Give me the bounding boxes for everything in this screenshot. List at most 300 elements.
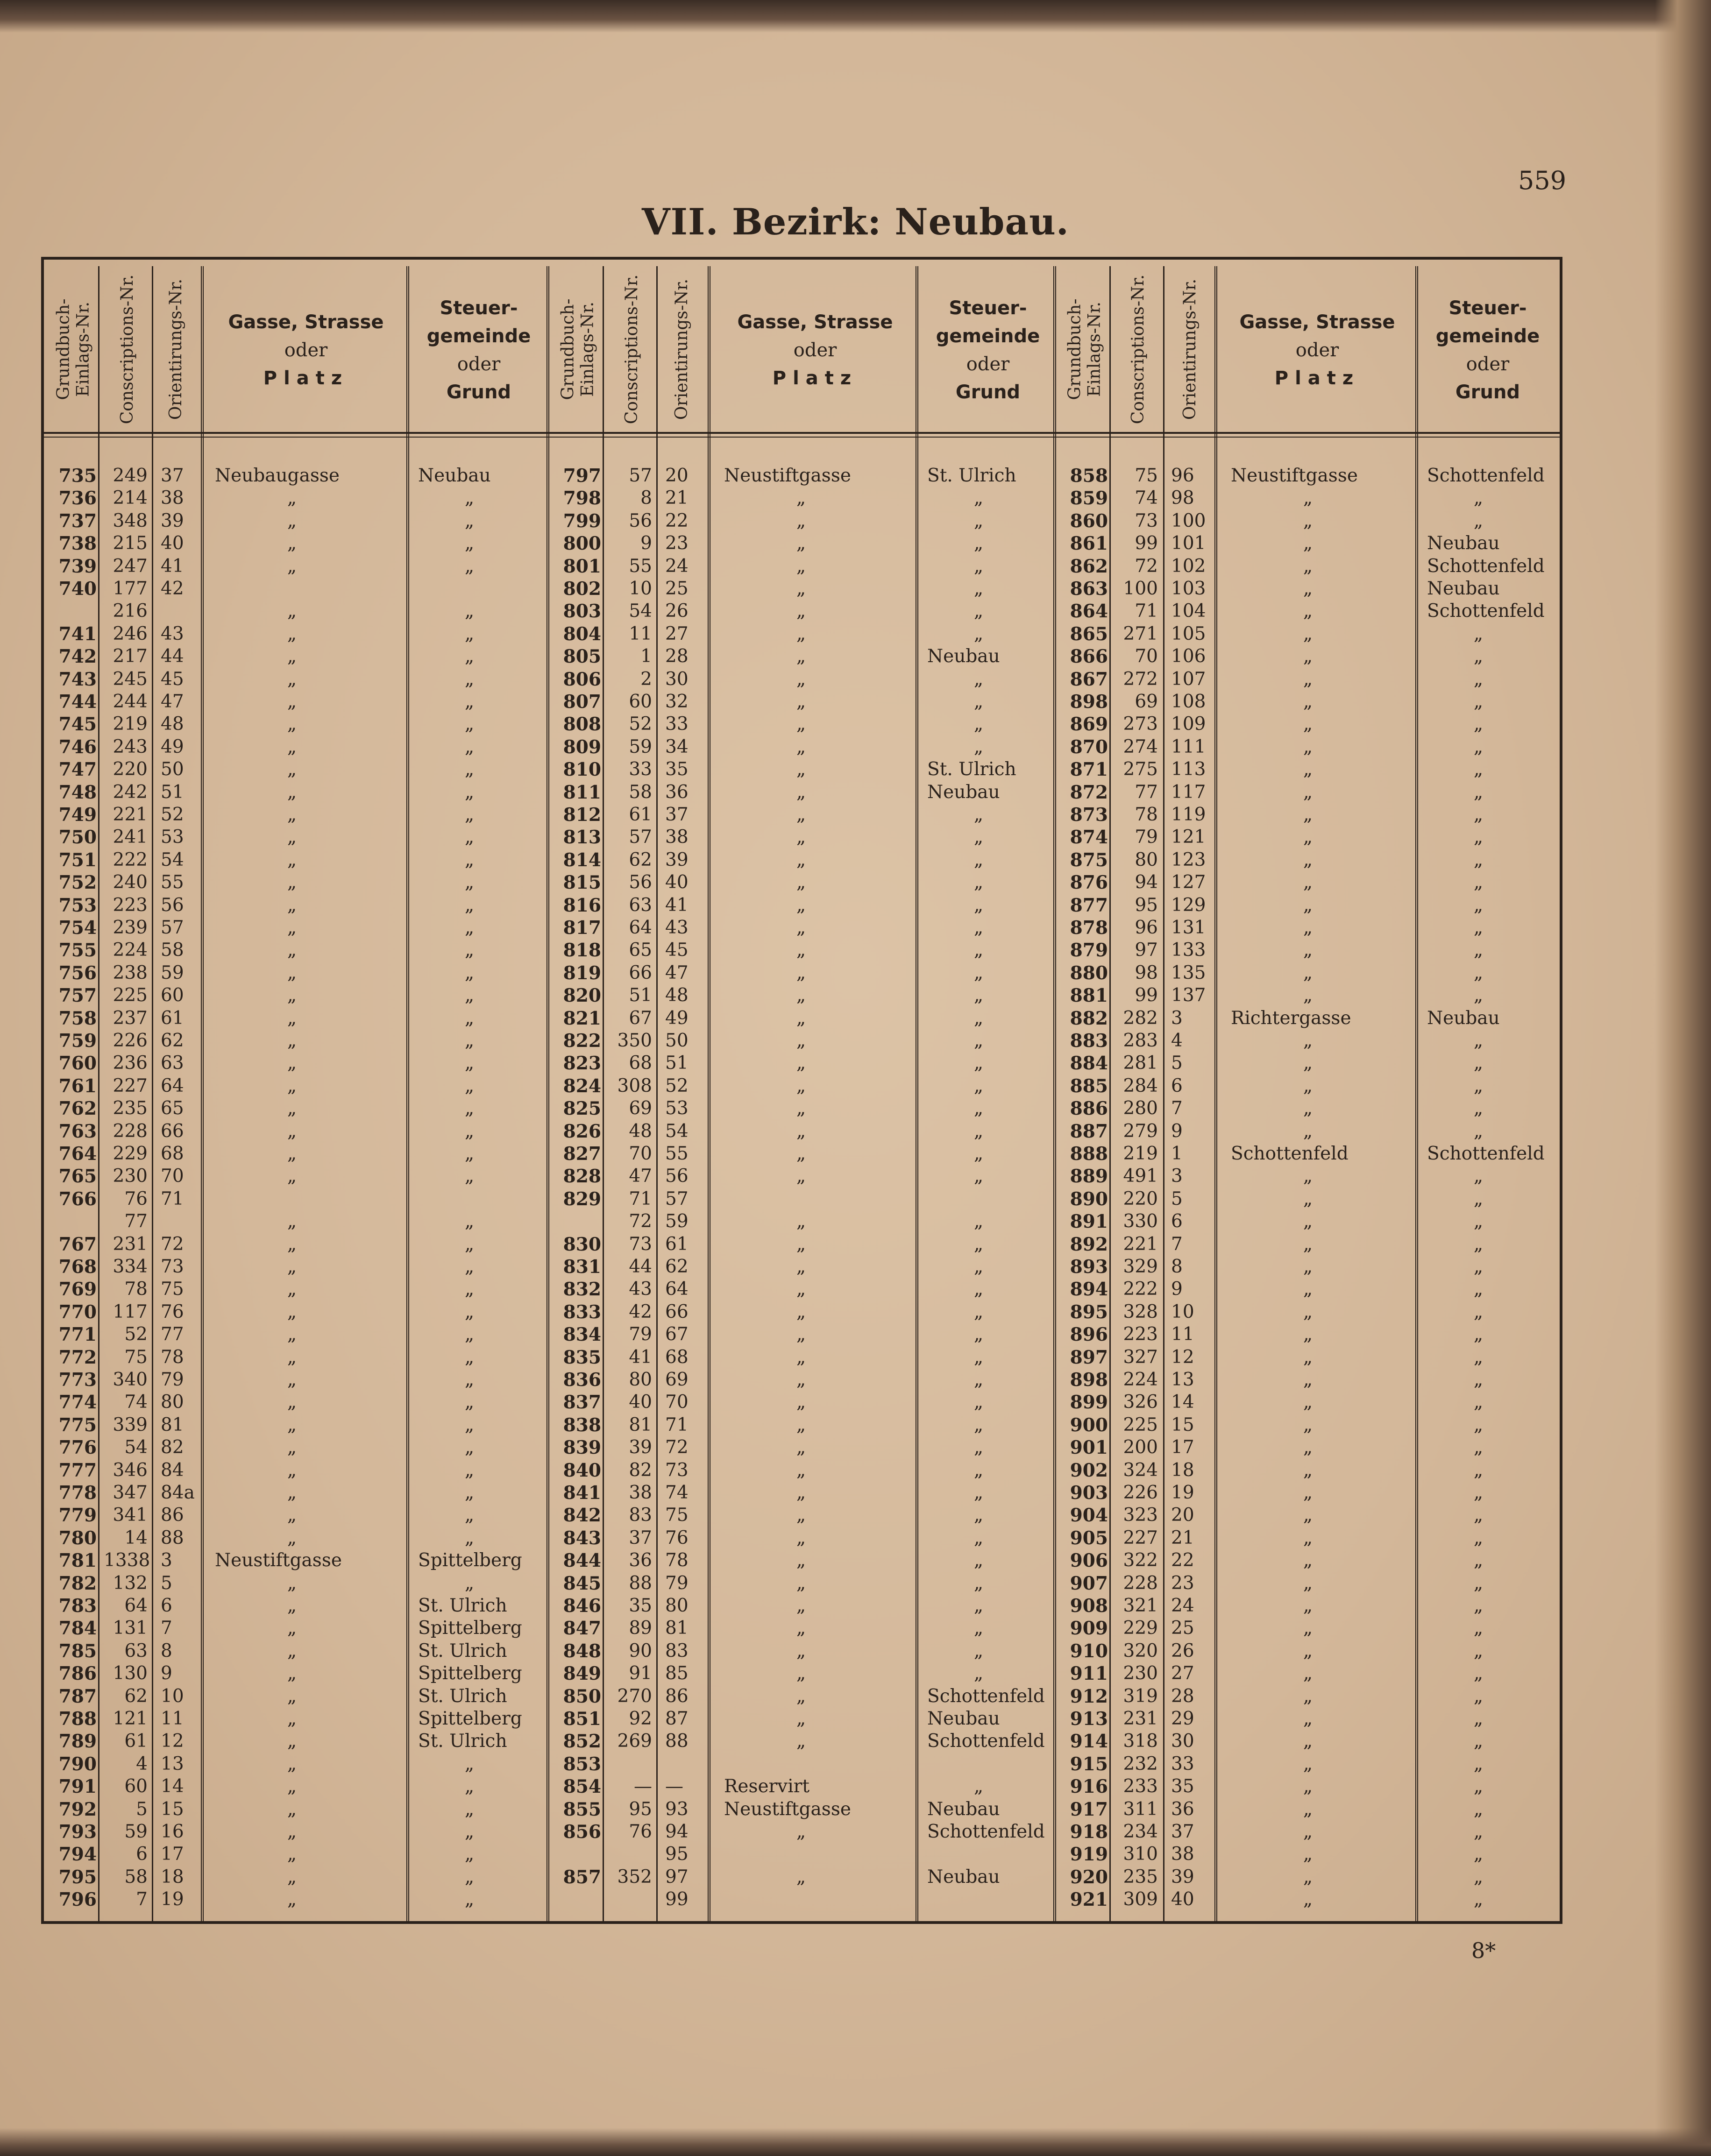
orientirungs-nr: 135 bbox=[1171, 962, 1206, 983]
steuergemeinde: „ bbox=[1473, 488, 1484, 509]
gasse: „ bbox=[287, 691, 297, 712]
orientirungs-nr: 78 bbox=[665, 1550, 689, 1571]
grundbuch-nr: 861 bbox=[1070, 533, 1108, 555]
orientirungs-nr: 131 bbox=[1171, 917, 1206, 938]
gasse: „ bbox=[287, 1844, 297, 1865]
conscriptions-nr: 310 bbox=[1123, 1844, 1158, 1865]
gasse: „ bbox=[1303, 1301, 1313, 1322]
steuergemeinde: „ bbox=[464, 872, 475, 893]
steuergemeinde: „ bbox=[973, 668, 984, 690]
steuergemeinde: „ bbox=[1473, 1392, 1484, 1413]
grundbuch-nr: 774 bbox=[58, 1392, 97, 1414]
gasse: „ bbox=[287, 1889, 297, 1910]
gasse: „ bbox=[796, 1211, 806, 1232]
grundbuch-nr: 742 bbox=[58, 646, 97, 668]
table-row bbox=[0, 758, 1711, 781]
grundbuch-nr: 917 bbox=[1070, 1798, 1108, 1820]
steuergemeinde: „ bbox=[973, 1482, 984, 1503]
orientirungs-nr: 121 bbox=[1171, 827, 1206, 848]
grundbuch-nr: 830 bbox=[563, 1233, 601, 1255]
grundbuch-nr: 792 bbox=[58, 1798, 97, 1820]
steuergemeinde: Schottenfeld bbox=[1427, 555, 1545, 577]
steuergemeinde: Schottenfeld bbox=[927, 1685, 1045, 1707]
grundbuch-nr: 761 bbox=[58, 1075, 97, 1097]
conscriptions-nr: 223 bbox=[113, 894, 148, 916]
grundbuch-nr: 737 bbox=[58, 510, 97, 532]
grundbuch-nr: 906 bbox=[1070, 1550, 1108, 1572]
orientirungs-nr: 96 bbox=[1171, 465, 1194, 486]
conscriptions-nr: 271 bbox=[1123, 623, 1158, 644]
grundbuch-nr: 828 bbox=[563, 1166, 601, 1188]
steuergemeinde: „ bbox=[1473, 1482, 1484, 1503]
steuergemeinde: „ bbox=[1473, 1211, 1484, 1232]
orientirungs-nr: 7 bbox=[1171, 1098, 1183, 1119]
grundbuch-nr: 832 bbox=[563, 1279, 601, 1301]
grundbuch-nr: 759 bbox=[58, 1030, 97, 1052]
orientirungs-nr: 49 bbox=[665, 1007, 689, 1029]
orientirungs-nr: 72 bbox=[665, 1437, 689, 1458]
gasse: „ bbox=[796, 1731, 806, 1752]
steuergemeinde: „ bbox=[464, 940, 475, 961]
conscriptions-nr: 33 bbox=[629, 759, 652, 780]
conscriptions-nr: 94 bbox=[1135, 872, 1158, 893]
steuergemeinde: „ bbox=[973, 510, 984, 531]
conscriptions-nr: 74 bbox=[124, 1392, 148, 1413]
orientirungs-nr: 81 bbox=[665, 1618, 689, 1639]
conscriptions-nr: 69 bbox=[629, 1098, 652, 1119]
orientirungs-nr: 111 bbox=[1171, 736, 1206, 757]
grundbuch-nr: 849 bbox=[563, 1663, 601, 1685]
table-row bbox=[0, 1075, 1711, 1097]
orientirungs-nr: 48 bbox=[665, 985, 689, 1006]
table-row bbox=[0, 1007, 1711, 1030]
gasse: „ bbox=[1303, 1369, 1313, 1390]
steuergemeinde: „ bbox=[973, 1143, 984, 1164]
conscriptions-nr: 270 bbox=[617, 1685, 652, 1707]
gasse: „ bbox=[287, 962, 297, 983]
steuergemeinde: Spittelberg bbox=[418, 1708, 522, 1729]
orientirungs-nr: 78 bbox=[161, 1346, 184, 1368]
grundbuch-nr: 829 bbox=[563, 1188, 601, 1210]
gasse: „ bbox=[796, 917, 806, 938]
gasse: „ bbox=[796, 849, 806, 870]
gasse: „ bbox=[287, 1527, 297, 1548]
conscriptions-nr: 330 bbox=[1123, 1211, 1158, 1232]
conscriptions-nr: 244 bbox=[113, 691, 148, 712]
orientirungs-nr: 32 bbox=[665, 691, 689, 712]
gasse: Neustiftgasse bbox=[724, 1798, 851, 1820]
orientirungs-nr: 5 bbox=[1171, 1188, 1183, 1209]
steuergemeinde: „ bbox=[1473, 1414, 1484, 1435]
grundbuch-nr: 908 bbox=[1070, 1595, 1108, 1617]
steuergemeinde: „ bbox=[973, 1233, 984, 1255]
conscriptions-nr: 64 bbox=[124, 1595, 148, 1616]
grundbuch-nr: 806 bbox=[563, 668, 601, 690]
steuergemeinde: „ bbox=[973, 1527, 984, 1548]
orientirungs-nr: 17 bbox=[161, 1844, 184, 1865]
header-gasse: Gasse, Strasse oder Platz bbox=[1239, 311, 1395, 389]
orientirungs-nr: 42 bbox=[161, 578, 184, 599]
grundbuch-nr: 856 bbox=[563, 1821, 601, 1843]
orientirungs-nr: 68 bbox=[161, 1143, 184, 1164]
orientirungs-nr: 9 bbox=[1171, 1120, 1183, 1142]
gasse: „ bbox=[1303, 1346, 1313, 1368]
orientirungs-nr: 21 bbox=[1171, 1527, 1194, 1548]
grundbuch-nr: 881 bbox=[1070, 985, 1108, 1007]
gasse: „ bbox=[796, 1866, 806, 1887]
steuergemeinde: „ bbox=[1473, 940, 1484, 961]
steuergemeinde: „ bbox=[1473, 1663, 1484, 1684]
grundbuch-nr: 800 bbox=[563, 533, 601, 555]
steuergemeinde: „ bbox=[464, 1369, 475, 1390]
orientirungs-nr: 39 bbox=[1171, 1866, 1194, 1887]
steuergemeinde: „ bbox=[464, 623, 475, 644]
gasse: „ bbox=[1303, 488, 1313, 509]
gasse: Reservirt bbox=[724, 1776, 810, 1797]
conscriptions-nr: 284 bbox=[1123, 1075, 1158, 1096]
gasse: „ bbox=[1303, 759, 1313, 780]
gasse: „ bbox=[287, 736, 297, 757]
gasse: „ bbox=[1303, 1821, 1313, 1842]
orientirungs-nr: 38 bbox=[1171, 1844, 1194, 1865]
orientirungs-nr: 45 bbox=[161, 668, 184, 690]
table-row bbox=[0, 1165, 1711, 1188]
conscriptions-nr: 326 bbox=[1123, 1392, 1158, 1413]
table-row bbox=[0, 984, 1711, 1007]
gasse: „ bbox=[1303, 1098, 1313, 1119]
orientirungs-nr: 19 bbox=[1171, 1482, 1194, 1503]
grundbuch-nr: 895 bbox=[1070, 1301, 1108, 1323]
steuergemeinde: „ bbox=[1473, 1753, 1484, 1774]
steuergemeinde: „ bbox=[973, 1166, 984, 1187]
orientirungs-nr: 71 bbox=[665, 1414, 689, 1435]
header-orientirungs: Orientirungs-Nr. bbox=[1180, 278, 1200, 420]
steuergemeinde: „ bbox=[973, 533, 984, 554]
conscriptions-nr: 62 bbox=[629, 849, 652, 870]
steuergemeinde: „ bbox=[1473, 1324, 1484, 1345]
header-steuer: Steuer- gemeinde oder Grund bbox=[936, 297, 1040, 403]
grundbuch-nr: 769 bbox=[58, 1279, 97, 1301]
steuergemeinde: „ bbox=[1473, 1708, 1484, 1729]
steuergemeinde: Schottenfeld bbox=[1427, 465, 1545, 486]
orientirungs-nr: 51 bbox=[161, 781, 184, 803]
steuergemeinde: „ bbox=[1473, 1053, 1484, 1074]
grundbuch-nr: 898 bbox=[1070, 691, 1108, 713]
gasse: Neustiftgasse bbox=[1231, 465, 1358, 486]
grundbuch-nr: 805 bbox=[563, 646, 601, 668]
gasse: „ bbox=[1303, 827, 1313, 848]
steuergemeinde: „ bbox=[464, 1753, 475, 1774]
orientirungs-nr: 25 bbox=[1171, 1618, 1194, 1639]
orientirungs-nr: 7 bbox=[161, 1618, 172, 1639]
orientirungs-nr: 67 bbox=[665, 1324, 689, 1345]
gasse: „ bbox=[1303, 1414, 1313, 1435]
gasse: „ bbox=[1303, 1844, 1313, 1865]
orientirungs-nr: 73 bbox=[161, 1256, 184, 1277]
conscriptions-nr: 322 bbox=[1123, 1550, 1158, 1571]
steuergemeinde: „ bbox=[1473, 1233, 1484, 1255]
orientirungs-nr: 106 bbox=[1171, 646, 1206, 667]
grundbuch-nr: 845 bbox=[563, 1572, 601, 1594]
grundbuch-nr: 791 bbox=[58, 1776, 97, 1798]
orientirungs-nr: 20 bbox=[665, 465, 689, 486]
steuergemeinde: „ bbox=[464, 1098, 475, 1119]
table-row bbox=[0, 1210, 1711, 1233]
table-row bbox=[0, 736, 1711, 758]
table-row bbox=[0, 465, 1711, 487]
gasse: Neubaugasse bbox=[215, 465, 340, 486]
table-row bbox=[0, 1549, 1711, 1572]
conscriptions-nr: 77 bbox=[124, 1211, 148, 1232]
steuergemeinde: „ bbox=[1473, 714, 1484, 735]
orientirungs-nr: 6 bbox=[161, 1595, 172, 1616]
gasse: „ bbox=[796, 827, 806, 848]
grundbuch-nr: 862 bbox=[1070, 555, 1108, 577]
table-row bbox=[0, 510, 1711, 532]
grundbuch-nr: 746 bbox=[58, 736, 97, 758]
steuergemeinde: „ bbox=[1473, 1369, 1484, 1390]
conscriptions-nr: 43 bbox=[629, 1279, 652, 1300]
orientirungs-nr: 61 bbox=[665, 1233, 689, 1255]
steuergemeinde: „ bbox=[973, 1120, 984, 1142]
gasse: „ bbox=[287, 714, 297, 735]
grundbuch-nr: 758 bbox=[58, 1007, 97, 1029]
grundbuch-nr: 841 bbox=[563, 1482, 601, 1504]
conscriptions-nr: 237 bbox=[113, 1007, 148, 1029]
orientirungs-nr: 62 bbox=[665, 1256, 689, 1277]
grundbuch-nr: 892 bbox=[1070, 1233, 1108, 1255]
orientirungs-nr: 25 bbox=[665, 578, 689, 599]
orientirungs-nr: 84a bbox=[161, 1482, 195, 1503]
gasse: „ bbox=[287, 1211, 297, 1232]
steuergemeinde: „ bbox=[973, 1030, 984, 1051]
steuergemeinde: „ bbox=[1473, 1505, 1484, 1526]
steuergemeinde: „ bbox=[973, 555, 984, 577]
conscriptions-nr: 247 bbox=[113, 555, 148, 577]
conscriptions-nr: 99 bbox=[1135, 985, 1158, 1006]
grundbuch-nr: 882 bbox=[1070, 1007, 1108, 1029]
conscriptions-nr: 88 bbox=[629, 1572, 652, 1594]
grundbuch-nr: 851 bbox=[563, 1708, 601, 1730]
grundbuch-nr: 835 bbox=[563, 1346, 601, 1368]
table-row bbox=[0, 555, 1711, 578]
gasse: „ bbox=[287, 1459, 297, 1481]
orientirungs-nr: 52 bbox=[665, 1075, 689, 1096]
header-divider bbox=[41, 432, 1562, 434]
conscriptions-nr: 56 bbox=[629, 510, 652, 531]
grundbuch-nr: 823 bbox=[563, 1053, 601, 1074]
conscriptions-nr: 269 bbox=[617, 1731, 652, 1752]
conscriptions-nr: 76 bbox=[629, 1821, 652, 1842]
orientirungs-nr: 79 bbox=[665, 1572, 689, 1594]
gasse: „ bbox=[1303, 1166, 1313, 1187]
gasse: „ bbox=[1303, 1640, 1313, 1661]
steuergemeinde: „ bbox=[1473, 1346, 1484, 1368]
gasse: „ bbox=[287, 1007, 297, 1029]
grundbuch-nr: 750 bbox=[58, 827, 97, 848]
grundbuch-nr: 783 bbox=[58, 1595, 97, 1617]
grundbuch-nr: 833 bbox=[563, 1301, 601, 1323]
conscriptions-nr: 51 bbox=[629, 985, 652, 1006]
conscriptions-nr: 228 bbox=[113, 1120, 148, 1142]
orientirungs-nr: 64 bbox=[161, 1075, 184, 1096]
header-grundbuch: Grundbuch- Einlags-Nr. bbox=[1065, 298, 1104, 400]
orientirungs-nr: 60 bbox=[161, 985, 184, 1006]
steuergemeinde: Schottenfeld bbox=[1427, 601, 1545, 622]
grundbuch-nr: 765 bbox=[58, 1166, 97, 1188]
grundbuch-nr: 893 bbox=[1070, 1256, 1108, 1278]
conscriptions-nr: 70 bbox=[629, 1143, 652, 1164]
page-top-edge bbox=[0, 0, 1711, 33]
steuergemeinde: „ bbox=[973, 1007, 984, 1029]
grundbuch-nr: 739 bbox=[58, 555, 97, 577]
orientirungs-nr: 53 bbox=[665, 1098, 689, 1119]
steuergemeinde: „ bbox=[973, 1279, 984, 1300]
grundbuch-nr: 786 bbox=[58, 1663, 97, 1685]
gasse: „ bbox=[796, 488, 806, 509]
conscriptions-nr: 59 bbox=[629, 736, 652, 757]
grundbuch-nr: 776 bbox=[58, 1437, 97, 1459]
orientirungs-nr: 40 bbox=[161, 533, 184, 554]
conscriptions-nr: 327 bbox=[1123, 1346, 1158, 1368]
steuergemeinde: Spittelberg bbox=[418, 1550, 522, 1571]
steuergemeinde: „ bbox=[1473, 668, 1484, 690]
gasse: „ bbox=[796, 940, 806, 961]
gasse: „ bbox=[796, 736, 806, 757]
grundbuch-nr: 836 bbox=[563, 1369, 601, 1391]
gasse: „ bbox=[796, 623, 806, 644]
grundbuch-nr: 874 bbox=[1070, 827, 1108, 848]
steuergemeinde: „ bbox=[464, 1075, 475, 1096]
conscriptions-nr: 78 bbox=[1135, 804, 1158, 825]
gasse: „ bbox=[796, 1075, 806, 1096]
table-row bbox=[0, 962, 1711, 984]
conscriptions-nr: 275 bbox=[1123, 759, 1158, 780]
grundbuch-nr: 896 bbox=[1070, 1324, 1108, 1346]
conscriptions-nr: 224 bbox=[1123, 1369, 1158, 1390]
gasse: „ bbox=[796, 1233, 806, 1255]
gasse: „ bbox=[796, 1053, 806, 1074]
orientirungs-nr: 66 bbox=[161, 1120, 184, 1142]
gasse: „ bbox=[796, 1301, 806, 1322]
gasse: „ bbox=[1303, 601, 1313, 622]
orientirungs-nr: 88 bbox=[665, 1731, 689, 1752]
gasse: „ bbox=[796, 1030, 806, 1051]
steuergemeinde: „ bbox=[1473, 646, 1484, 667]
conscriptions-nr: 73 bbox=[1135, 510, 1158, 531]
gasse: „ bbox=[1303, 1075, 1313, 1096]
grundbuch-nr: 875 bbox=[1070, 849, 1108, 871]
steuergemeinde: „ bbox=[973, 804, 984, 825]
gasse: „ bbox=[1303, 555, 1313, 577]
conscriptions-nr: 282 bbox=[1123, 1007, 1158, 1029]
conscriptions-nr: 70 bbox=[1135, 646, 1158, 667]
orientirungs-nr: 40 bbox=[1171, 1889, 1194, 1910]
orientirungs-nr: 9 bbox=[1171, 1279, 1183, 1300]
grundbuch-nr: 760 bbox=[58, 1053, 97, 1074]
steuergemeinde: „ bbox=[1473, 894, 1484, 916]
grundbuch-nr: 831 bbox=[563, 1256, 601, 1278]
conscriptions-nr: 340 bbox=[113, 1369, 148, 1390]
conscriptions-nr: 177 bbox=[113, 578, 148, 599]
conscriptions-nr: 64 bbox=[629, 917, 652, 938]
orientirungs-nr: 35 bbox=[665, 759, 689, 780]
gasse: „ bbox=[796, 1392, 806, 1413]
steuergemeinde: „ bbox=[973, 714, 984, 735]
steuergemeinde: „ bbox=[1473, 1256, 1484, 1277]
conscriptions-nr: 96 bbox=[1135, 917, 1158, 938]
orientirungs-nr: 21 bbox=[665, 488, 689, 509]
grundbuch-nr: 747 bbox=[58, 759, 97, 781]
conscriptions-nr: 491 bbox=[1123, 1166, 1158, 1187]
steuergemeinde: „ bbox=[1473, 1098, 1484, 1119]
grundbuch-nr: 913 bbox=[1070, 1708, 1108, 1730]
grundbuch-nr: 871 bbox=[1070, 759, 1108, 781]
orientirungs-nr: 4 bbox=[1171, 1030, 1183, 1051]
orientirungs-nr: 51 bbox=[665, 1053, 689, 1074]
grundbuch-nr: 773 bbox=[58, 1369, 97, 1391]
grundbuch-nr: 803 bbox=[563, 601, 601, 622]
steuergemeinde: „ bbox=[464, 962, 475, 983]
grundbuch-nr: 780 bbox=[58, 1527, 97, 1549]
grundbuch-nr: 842 bbox=[563, 1505, 601, 1527]
gasse: „ bbox=[1303, 940, 1313, 961]
grundbuch-nr: 890 bbox=[1070, 1188, 1108, 1210]
conscriptions-nr: 280 bbox=[1123, 1098, 1158, 1119]
table-row bbox=[0, 1052, 1711, 1074]
orientirungs-nr: 8 bbox=[1171, 1256, 1183, 1277]
grundbuch-nr: 852 bbox=[563, 1731, 601, 1753]
orientirungs-nr: 69 bbox=[665, 1369, 689, 1390]
orientirungs-nr: 5 bbox=[161, 1572, 172, 1594]
conscriptions-nr: 279 bbox=[1123, 1120, 1158, 1142]
conscriptions-nr: 235 bbox=[113, 1098, 148, 1119]
conscriptions-nr: 283 bbox=[1123, 1030, 1158, 1051]
steuergemeinde: „ bbox=[1473, 623, 1484, 644]
grundbuch-nr: 785 bbox=[58, 1640, 97, 1662]
orientirungs-nr: 56 bbox=[665, 1166, 689, 1187]
conscriptions-nr: 222 bbox=[113, 849, 148, 870]
orientirungs-nr: 75 bbox=[665, 1505, 689, 1526]
steuergemeinde: „ bbox=[464, 714, 475, 735]
conscriptions-nr: 341 bbox=[113, 1505, 148, 1526]
gasse: „ bbox=[796, 1437, 806, 1458]
steuergemeinde: „ bbox=[973, 1663, 984, 1684]
table-row bbox=[0, 1572, 1711, 1595]
conscriptions-nr: 226 bbox=[113, 1030, 148, 1051]
gasse: „ bbox=[1303, 668, 1313, 690]
conscriptions-nr: 352 bbox=[617, 1866, 652, 1887]
gasse: „ bbox=[287, 1572, 297, 1594]
grundbuch-nr: 911 bbox=[1070, 1663, 1108, 1685]
grundbuch-nr: 857 bbox=[563, 1866, 601, 1888]
grundbuch-nr: 909 bbox=[1070, 1618, 1108, 1640]
table-row bbox=[0, 1527, 1711, 1549]
conscriptions-nr: 55 bbox=[629, 555, 652, 577]
gasse: „ bbox=[796, 759, 806, 780]
table-row bbox=[0, 894, 1711, 917]
orientirungs-nr: 30 bbox=[665, 668, 689, 690]
gasse: „ bbox=[1303, 1731, 1313, 1752]
grundbuch-nr: 813 bbox=[563, 827, 601, 848]
steuergemeinde: „ bbox=[464, 1279, 475, 1300]
gasse: „ bbox=[796, 1143, 806, 1164]
steuergemeinde: „ bbox=[464, 601, 475, 622]
header-grundbuch: Grundbuch- Einlags-Nr. bbox=[558, 298, 597, 400]
header-steuer: Steuer- gemeinde oder Grund bbox=[426, 297, 531, 403]
table-row bbox=[0, 1595, 1711, 1617]
steuergemeinde: „ bbox=[1473, 1188, 1484, 1209]
